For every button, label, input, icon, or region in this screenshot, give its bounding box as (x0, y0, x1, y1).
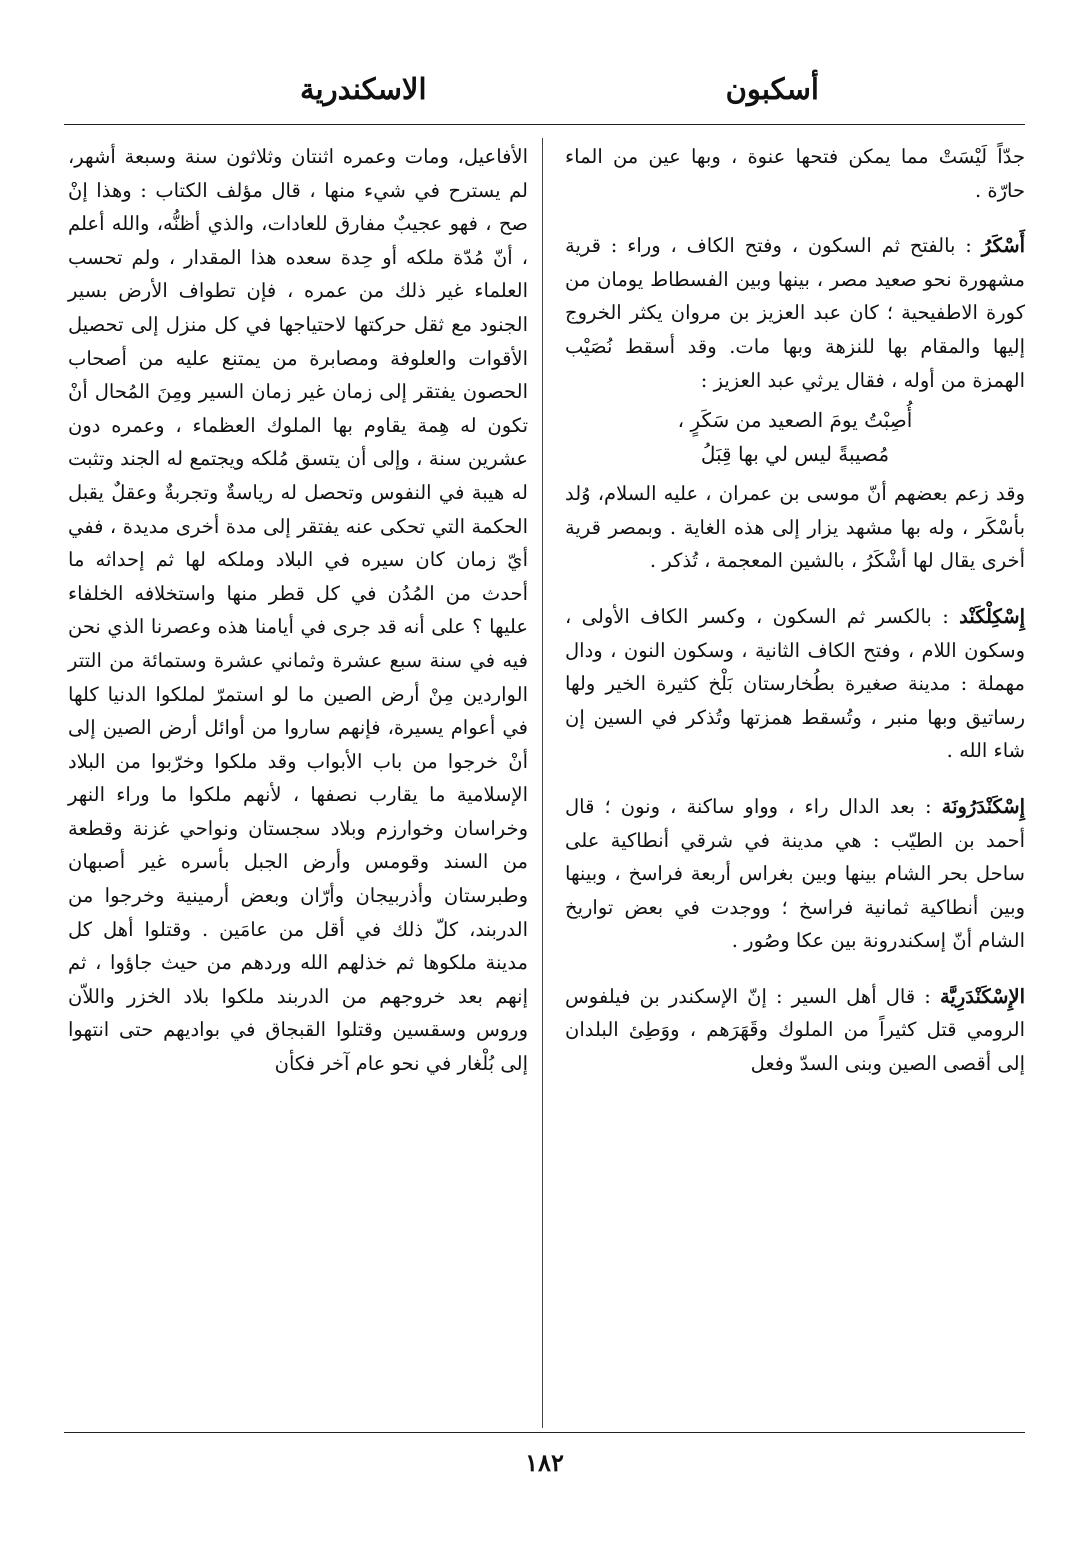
entry-headword: إِسْكَنْدَرُونَة (941, 794, 1025, 818)
running-head-right: أسكبون (725, 72, 819, 106)
running-head-left: الاسكندرية (300, 72, 427, 106)
footer-rule (64, 1432, 1025, 1433)
entry-headword: أَسْكَرُ (981, 234, 1026, 258)
left-column-text: الأفاعيل، ومات وعمره اثنتان وثلاثون سنة وسبعة أشهر، لم يسترح في شيء منها ، قال مؤلف الكتاب : وهذا إنْ صح ، فهو عجيبٌ مفارق للعادات، والذي أظنُّه، والله أعلم ، أنّ مُدّة ملكه أو حِدة سعده هذا المقدار ، ولم تحسب العلماء غير ذلك من عمره ، فإن تطواف الأرض بسير الجنود مع ثقل حركتها لاحتياجها في كل منزل إلى تحصيل الأقوات والعلوفة ومصابرة من يمتنع عليه من أصحاب الحصون يفتقر إلى زمان غير زمان السير ومِنَ المُحال أنْ تكون له هِمة يقاوم بها الملوك العظماء ، وعمره دون عشرين سنة ، وإلى أن يتسق مُلكه ويجتمع له الجند وتثبت له هيبة في النفوس وتحصل له رياسةٌ وتجربةٌ وعقلٌ يقبل الحكمة التي تحكى عنه يفتقر إلى مدة أخرى مديدة ، ففي أيّ زمان كان سيره في البلاد وملكه لها ثم إحداثه ما أحدث من المُدُن في كل قطر منها واستخلافه الخلفاء عليها ؟ على أنه قد جرى في أيامنا هذه وعصرنا الذي نحن فيه في سنة سبع عشرة وثماني عشرة وستمائة من التتر الواردين مِنْ أرض الصين ما لو استمرّ لملكوا الدنيا كلها في أعوام يسيرة، فإنهم ساروا من أوائل أرض الصين إلى أنْ خرجوا من باب الأبواب وقد ملكوا وخرّبوا من البلاد الإسلامية ما يقارب نصفها ، لأنهم ملكوا ما وراء النهر وخراسان وخوارزم وبلاد سجستان ونواحي غزنة وقطعة من السند وقومس وأرض الجبل بأسره غير أصبهان وطبرستان وأذربيجان وأرّان وبعض أرمينية وخرجوا من الدربند، كلّ ذلك في أقل من عامَين . وقتلوا أهل كل مدينة ملكوها ثم خذلهم الله وردهم من حيث جاؤوا ، ثم إنهم بعد خروجهم من الدربند ملكوا بلاد الخزر واللاّن وروس وسقسين وقتلوا القبجاق في بواديهم حتى انتهوا إلى بُلْغار في نحو عام آخر فكأن (68, 145, 528, 1076)
header-rule (64, 124, 1025, 125)
entry-text: : بالفتح ثم السكون ، وفتح الكاف ، وراء : قرية مشهورة نحو صعيد مصر ، بينها وبين الفسطاط يومان من كورة الاطفيحية ؛ كان عبد العزيز بن مروان يكثر الخروج إليها والمقام بها للنزهة وبها مات. وقد أسقط نُصَيْب الهمزة من أوله ، فقال يرثي عبد العزيز : (565, 234, 1025, 392)
entry-headword: الإِسْكَنْدَرِيَّة (939, 984, 1026, 1008)
entry-askar (565, 229, 1025, 397)
right-column (565, 140, 1025, 1081)
left-column (68, 140, 528, 1081)
entry-iskilkand (565, 600, 1025, 768)
verse-line-1: أُصِبْتُ يومَ الصعيد من سَكَرٍ ، (677, 408, 913, 433)
entry-text: : قال أهل السير : إنّ الإسكندر بن فيلفوس الرومي قتل كثيراً من الملوك وقَهَرَهم ، ووَطِئ البلدان إلى أقصى الصين وبنى السدّ وفعل (565, 984, 1025, 1076)
entry-text: : بالكسر ثم السكون ، وكسر الكاف الأولى ، وسكون اللام ، وفتح الكاف الثانية ، وسكون النون ، ودال مهملة : مدينة صغيرة بطُخارستان بَلْخ كثيرة الخير ولها رساتيق وبها منبر ، وتُسقط همزتها وتُذكر في السين إن شاء الله . (565, 604, 1025, 763)
entry-askar-continued: وقد زعم بعضهم أنّ موسى بن عمران ، عليه السلام، وُلد بأسْكَر ، وله بها مشهد يزار إلى هذه الغاية . وبمصر قرية أخرى يقال لها أشْكَرُ ، بالشين المعجمة ، تُذكر . (565, 482, 1025, 573)
entry-text: : بعد الدال راء ، وواو ساكنة ، ونون ؛ قال أحمد بن الطيّب : هي مدينة في شرقي أنطاكية على ساحل بحر الشام بينها وبين بغراس أربعة فراسخ ، وبينها وبين أنطاكية ثمانية فراسخ ؛ ووجدت في بعض تواريخ الشام أنّ إسكندرونة بين عكا وصُور . (565, 794, 1025, 953)
verse-line-2: مُصيبةً ليس لي بها قِبَلُ (700, 442, 890, 467)
entry-headword: إِسْكِلْكَنْد (959, 604, 1026, 628)
column-divider (542, 138, 543, 1428)
page-number: ١٨٢ (525, 1448, 564, 1477)
entry-iskandaruna (565, 790, 1025, 958)
entry-iskandariya (565, 980, 1025, 1081)
right-intro-paragraph: جدّاً لَيْسَتْ مما يمكن فتحها عنوة ، وبها عين من الماء حارّة . (565, 145, 1025, 202)
verse (565, 403, 1025, 471)
